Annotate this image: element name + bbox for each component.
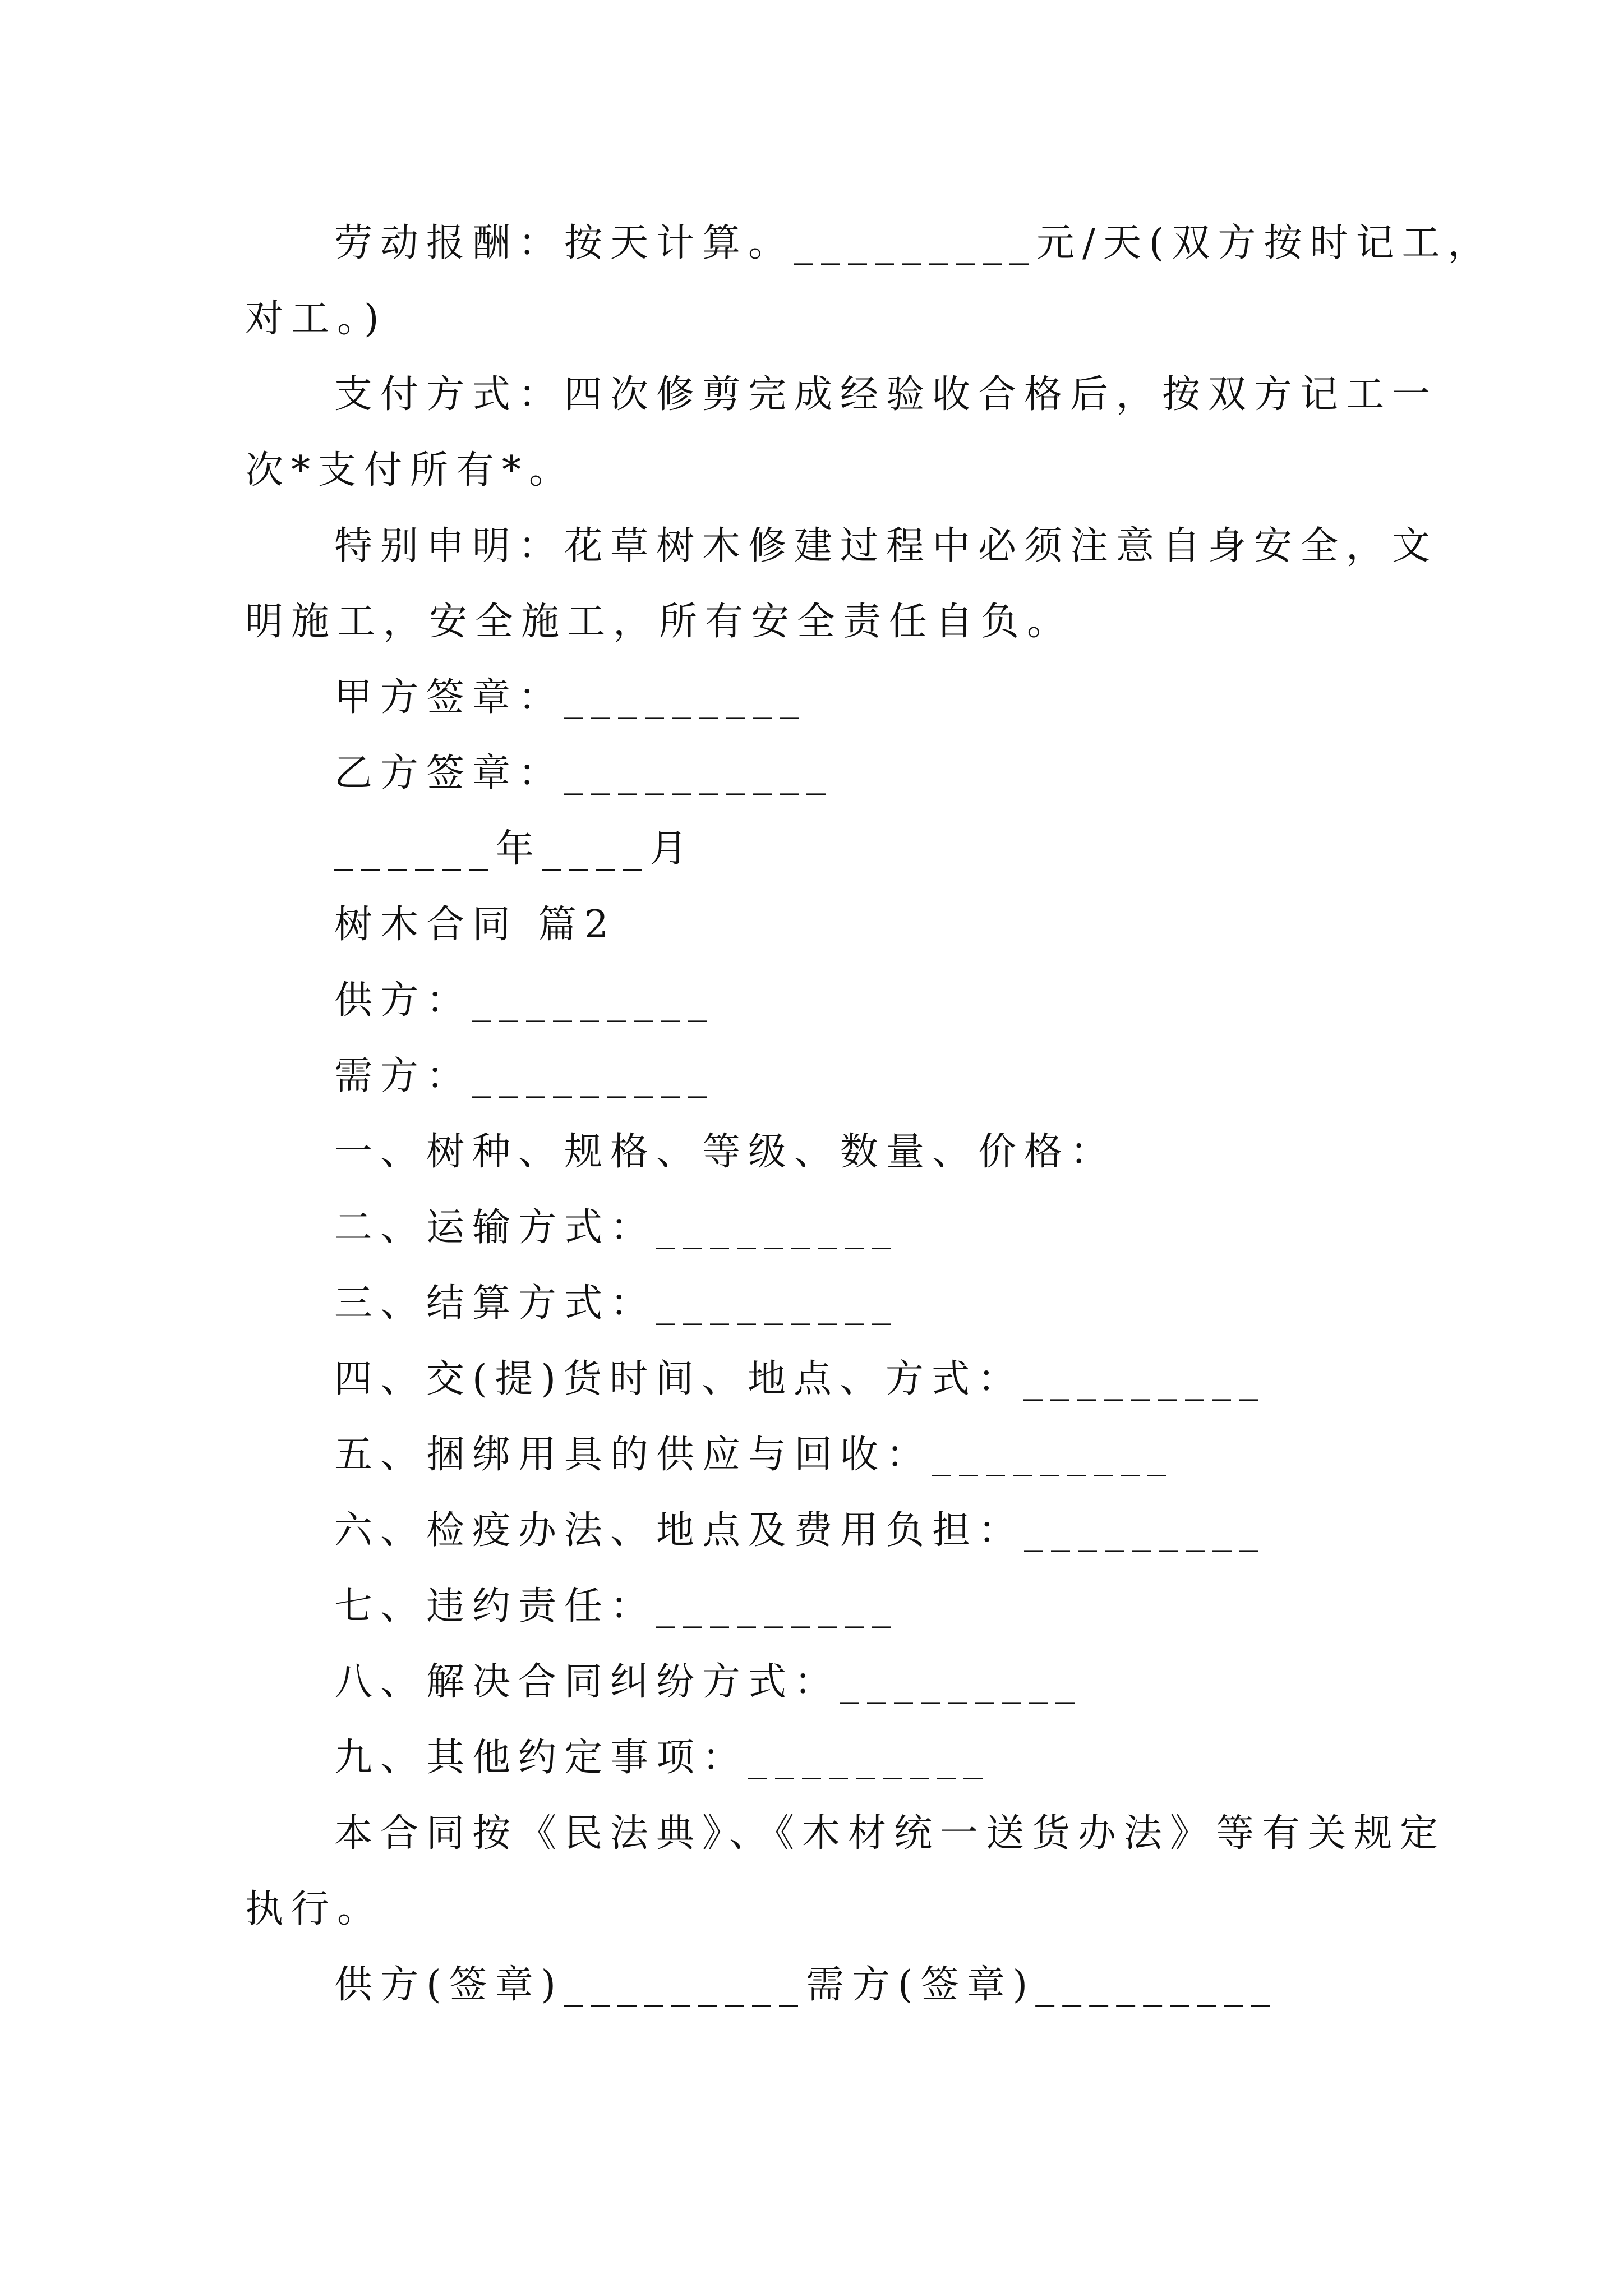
labor-pay-line-2: 对工。) (245, 297, 387, 341)
signature-line: 供方(签章)_________需方(签章)_________ (334, 1963, 1278, 2007)
contract-section-title: 树木合同 篇2 (334, 903, 616, 947)
clause-6: 六、检疫办法、地点及费用负担：_________ (334, 1508, 1267, 1553)
party-b-signature: 乙方签章：__________ (334, 751, 834, 795)
special-statement-line-1: 特别申明：花草树木修建过程中必须注意自身安全，文 (334, 524, 1438, 568)
clause-5: 五、捆绑用具的供应与回收：_________ (334, 1433, 1175, 1477)
governing-law-line-2: 执行。 (245, 1887, 384, 1931)
labor-pay-line-1: 劳动报酬：按天计算。_________元/天(双方按时记工， (334, 221, 1494, 265)
date-line: ______年____月 (334, 827, 696, 871)
supplier-line: 供方：_________ (334, 978, 715, 1023)
buyer-line: 需方：_________ (334, 1054, 715, 1098)
clause-7: 七、违约责任：_________ (334, 1584, 899, 1628)
clause-2: 二、运输方式：_________ (334, 1205, 899, 1250)
clause-3: 三、结算方式：_________ (334, 1281, 899, 1326)
payment-method-line-1: 支付方式：四次修剪完成经验收合格后，按双方记工一 (334, 372, 1438, 417)
party-a-signature: 甲方签章：_________ (334, 675, 807, 720)
governing-law-line-1: 本合同按《民法典》、《木材统一送货办法》等有关规定 (334, 1811, 1446, 1856)
clause-8: 八、解决合同纠纷方式：_________ (334, 1660, 1083, 1704)
payment-method-line-2: 次*支付所有*。 (245, 448, 575, 493)
clause-9: 九、其他约定事项：_________ (334, 1736, 991, 1780)
clause-4: 四、交(提)货时间、地点、方式：_________ (334, 1357, 1266, 1401)
special-statement-line-2: 明施工，安全施工，所有安全责任自负。 (245, 600, 1073, 644)
clause-1: 一、树种、规格、等级、数量、价格： (334, 1130, 1117, 1174)
